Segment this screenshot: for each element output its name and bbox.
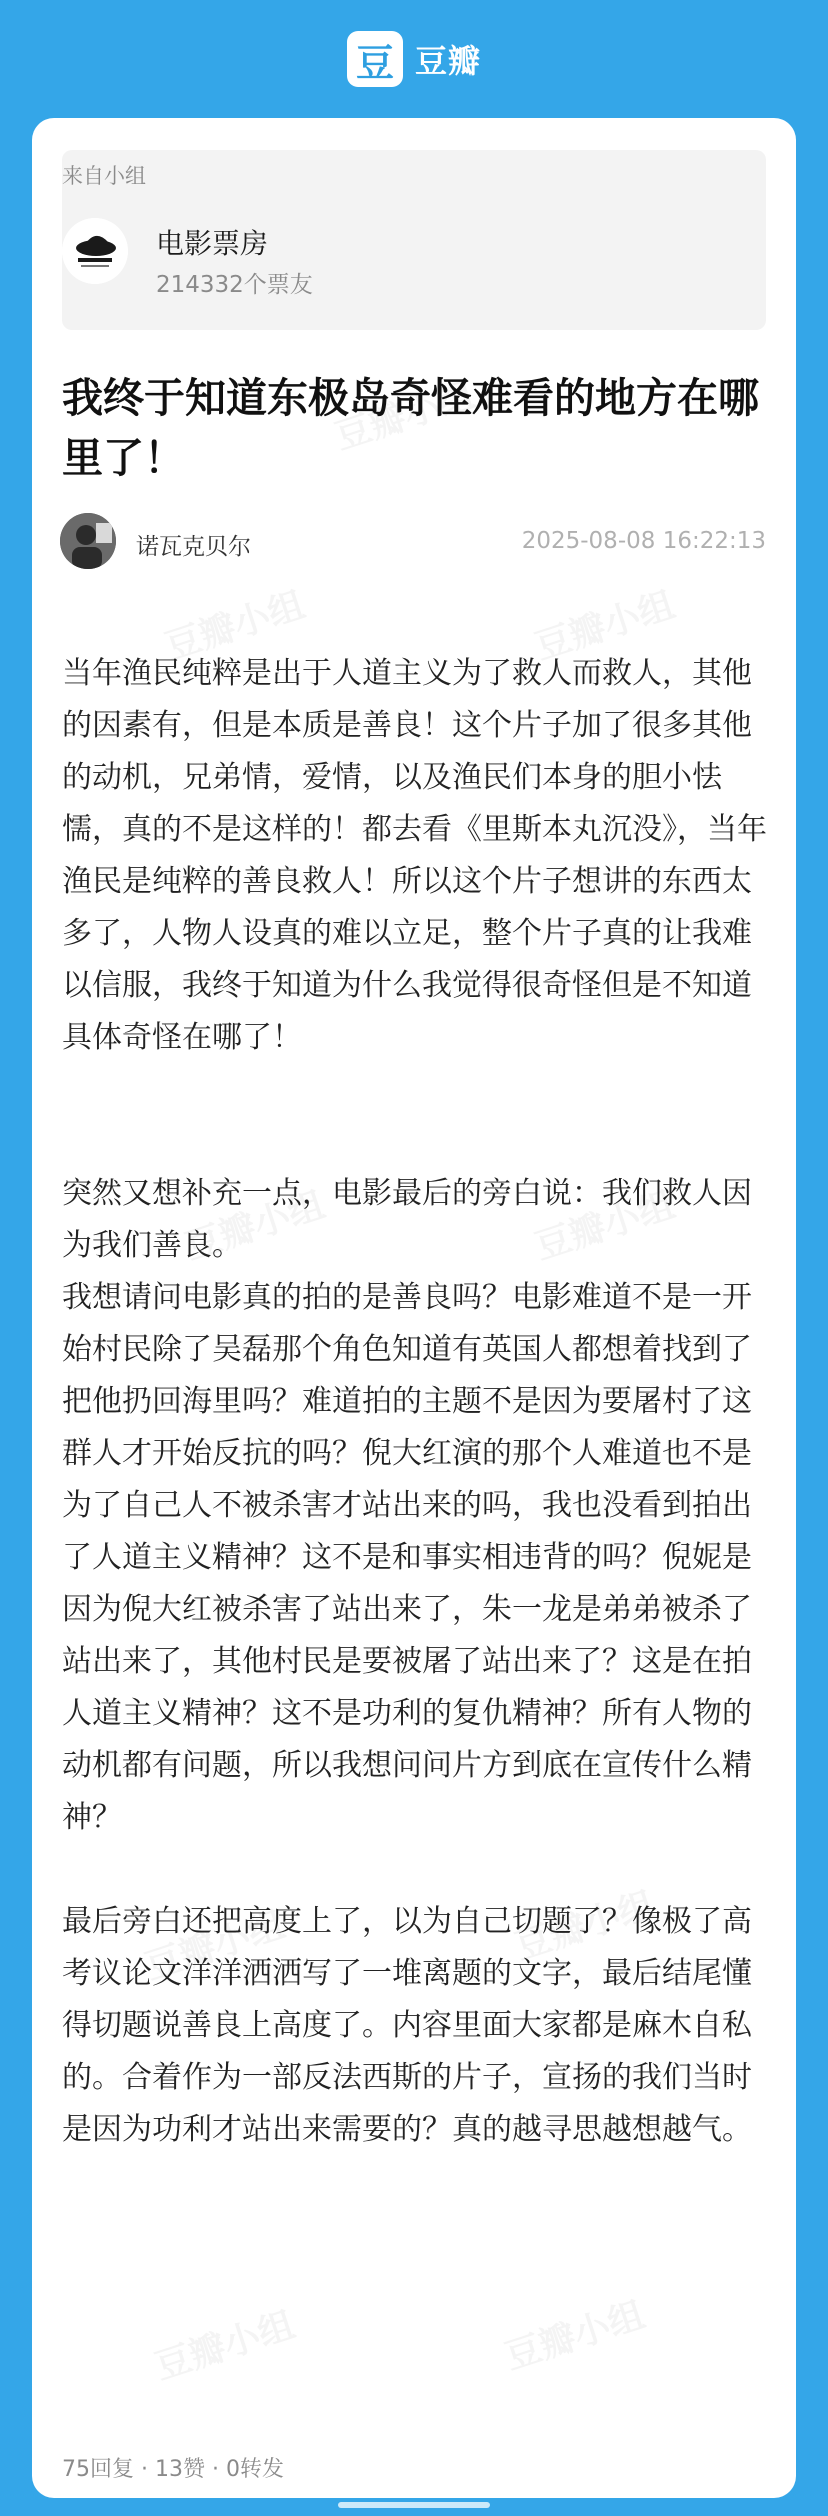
from-group-label: 来自小组: [62, 164, 146, 188]
post-timestamp: 2025-08-08 16:22:13: [521, 528, 766, 554]
post-card: [32, 118, 796, 2498]
author-name[interactable]: 诺瓦克贝尔: [136, 534, 251, 560]
group-member-count: 214332个票友: [156, 272, 313, 298]
group-name[interactable]: 电影票房: [156, 227, 269, 260]
brand-name: 豆瓣: [414, 42, 481, 80]
post-stats: 75回复 · 13赞 · 0转发: [62, 2457, 284, 2482]
post-title: 我终于知道东极岛奇怪难看的地方在哪里了！: [62, 374, 759, 482]
douban-logo-icon: 豆: [347, 31, 403, 87]
post-body: [62, 648, 774, 2156]
post-paragraph: 最后旁白还把高度上了，以为自己切题了？像极了高考议论文洋洋洒洒写了一堆离题的文字，最后结尾懂得切题说善良上高度了。内容里面大家都是麻木自私的。合着作为一部反法西斯的片子，宣扬的我们当时是因为功利才站出来需要的？真的越寻思越想越气。: [62, 1904, 752, 2147]
post-paragraph: 我想请问电影真的拍的是善良吗？电影难道不是一开始村民除了吴磊那个角色知道有英国人都想着找到了把他扔回海里吗？难道拍的主题不是因为要屠村了这群人才开始反抗的吗？倪大红演的那个人难道也不是为了自己人不被杀害才站出来的吗，我也没看到拍出了人道主义精神？这不是和事实相违背的吗？倪妮是因为倪大红被杀害了站出来了，朱一龙是弟弟被杀了站出来了，其他村民是要被屠了站出来了？这是在拍人道主义精神？这不是功利的复仇精神？所有人物的动机都有问题，所以我想问问片方到底在宣传什么精神？: [62, 1280, 752, 1835]
author-avatar[interactable]: [60, 513, 116, 569]
group-avatar-icon[interactable]: [62, 218, 128, 284]
watermark: [148, 2297, 301, 2390]
app-header: [0, 0, 828, 118]
watermark: [498, 2287, 651, 2380]
post-paragraph: 突然又想补充一点，电影最后的旁白说：我们救人因为我们善良。: [62, 1176, 752, 1263]
post-paragraph: 当年渔民纯粹是出于人道主义为了救人而救人，其他的因素有，但是本质是善良！这个片子加了很多其他的动机，兄弟情，爱情，以及渔民们本身的胆小怯懦，真的不是这样的！都去看《里斯本丸沉没》，当年渔民是纯粹的善良救人！所以这个片子想讲的东西太多了，人物人设真的难以立足，整个片子真的让我难以信服，我终于知道为什么我觉得很奇怪但是不知道具体奇怪在哪了！: [62, 656, 767, 1055]
home-indicator: [338, 2502, 490, 2508]
